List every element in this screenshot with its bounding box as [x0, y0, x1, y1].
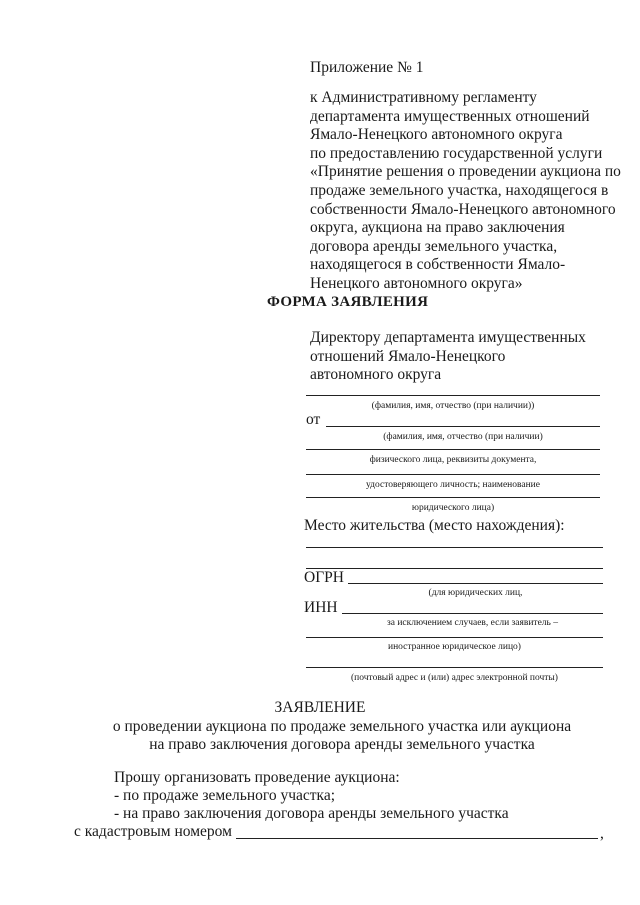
applicant-name-line[interactable] [326, 426, 600, 427]
ogrn-label: ОГРН [304, 569, 344, 586]
hint-person-2: удостоверяющего личность; наименование [366, 480, 540, 490]
inn-field[interactable] [342, 613, 603, 614]
body-line-1: Прошу организовать проведение аукциона: [114, 769, 400, 786]
hint-ogrn: (для юридических лиц, [428, 588, 523, 598]
inn-label: ИНН [304, 599, 338, 616]
statement-title: ЗАЯВЛЕНИЕ [274, 699, 366, 716]
hint-inn-1: за исключением случаев, если заявитель – [387, 618, 558, 628]
applicant-line-4[interactable] [306, 497, 600, 498]
from-label: от [306, 411, 321, 428]
inn-line-2[interactable] [306, 637, 603, 638]
applicant-line-2[interactable] [306, 449, 600, 450]
appendix-line: собственности Ямало-Ненецкого автономного [310, 200, 616, 218]
cadastral-label: с кадастровым номером [74, 823, 232, 840]
appendix-title: Приложение № 1 [310, 59, 424, 76]
cadastral-number-field[interactable] [236, 822, 598, 839]
body-line-2: - по продаже земельного участка; [114, 787, 336, 804]
hint-director-name: (фамилия, имя, отчество (при наличии)) [371, 401, 535, 411]
residence-label: Место жительства (место нахождения): [304, 517, 565, 534]
hint-applicant-name: (фамилия, имя, отчество (при наличии) [383, 432, 543, 442]
appendix-line: продаже земельного участка, находящегося в [310, 182, 609, 199]
appendix-line: к Административному регламенту [310, 89, 537, 106]
appendix-line: по предоставлению государственной услуги [310, 144, 603, 162]
hint-inn-2: иностранное юридическое лицо) [388, 642, 521, 652]
appendix-line: Ямало-Ненецкого автономного округа [310, 126, 563, 144]
hint-person-3: юридического лица) [411, 503, 495, 513]
body-line-3: - на право заключения договора аренды земельного участка [114, 805, 509, 822]
ogrn-field[interactable] [348, 583, 603, 584]
director-name-line[interactable] [306, 395, 600, 396]
hint-person-1: физического лица, реквизиты документа, [369, 455, 537, 465]
appendix-line: находящегося в собственности Ямало- [310, 256, 566, 274]
appendix-line: округа, аукциона на право заключения [310, 219, 565, 237]
addressee-line: автономного округа [310, 366, 442, 384]
appendix-line: «Принятие решения о проведении аукциона по [310, 163, 621, 181]
addressee-line: отношений Ямало-Ненецкого [310, 347, 506, 365]
statement-subtitle-2: на право заключения договора аренды земельного участка [149, 736, 535, 753]
trailing-comma: , [600, 825, 604, 842]
address-field[interactable] [306, 667, 603, 668]
residence-line-2[interactable] [306, 568, 603, 569]
form-heading: ФОРМА ЗАЯВЛЕНИЯ [267, 294, 429, 310]
statement-subtitle-1: о проведении аукциона по продаже земельного участка или аукциона [112, 718, 572, 735]
addressee-line: Директору департамента имущественных [310, 329, 586, 346]
appendix-line: Ненецкого автономного округа» [310, 275, 523, 292]
appendix-line: департамента имущественных отношений [310, 107, 590, 125]
applicant-line-3[interactable] [306, 474, 600, 475]
hint-address: (почтовый адрес и (или) адрес электронной почты) [351, 673, 558, 683]
residence-line-1[interactable] [306, 547, 603, 548]
appendix-line: договора аренды земельного участка, [310, 237, 558, 255]
